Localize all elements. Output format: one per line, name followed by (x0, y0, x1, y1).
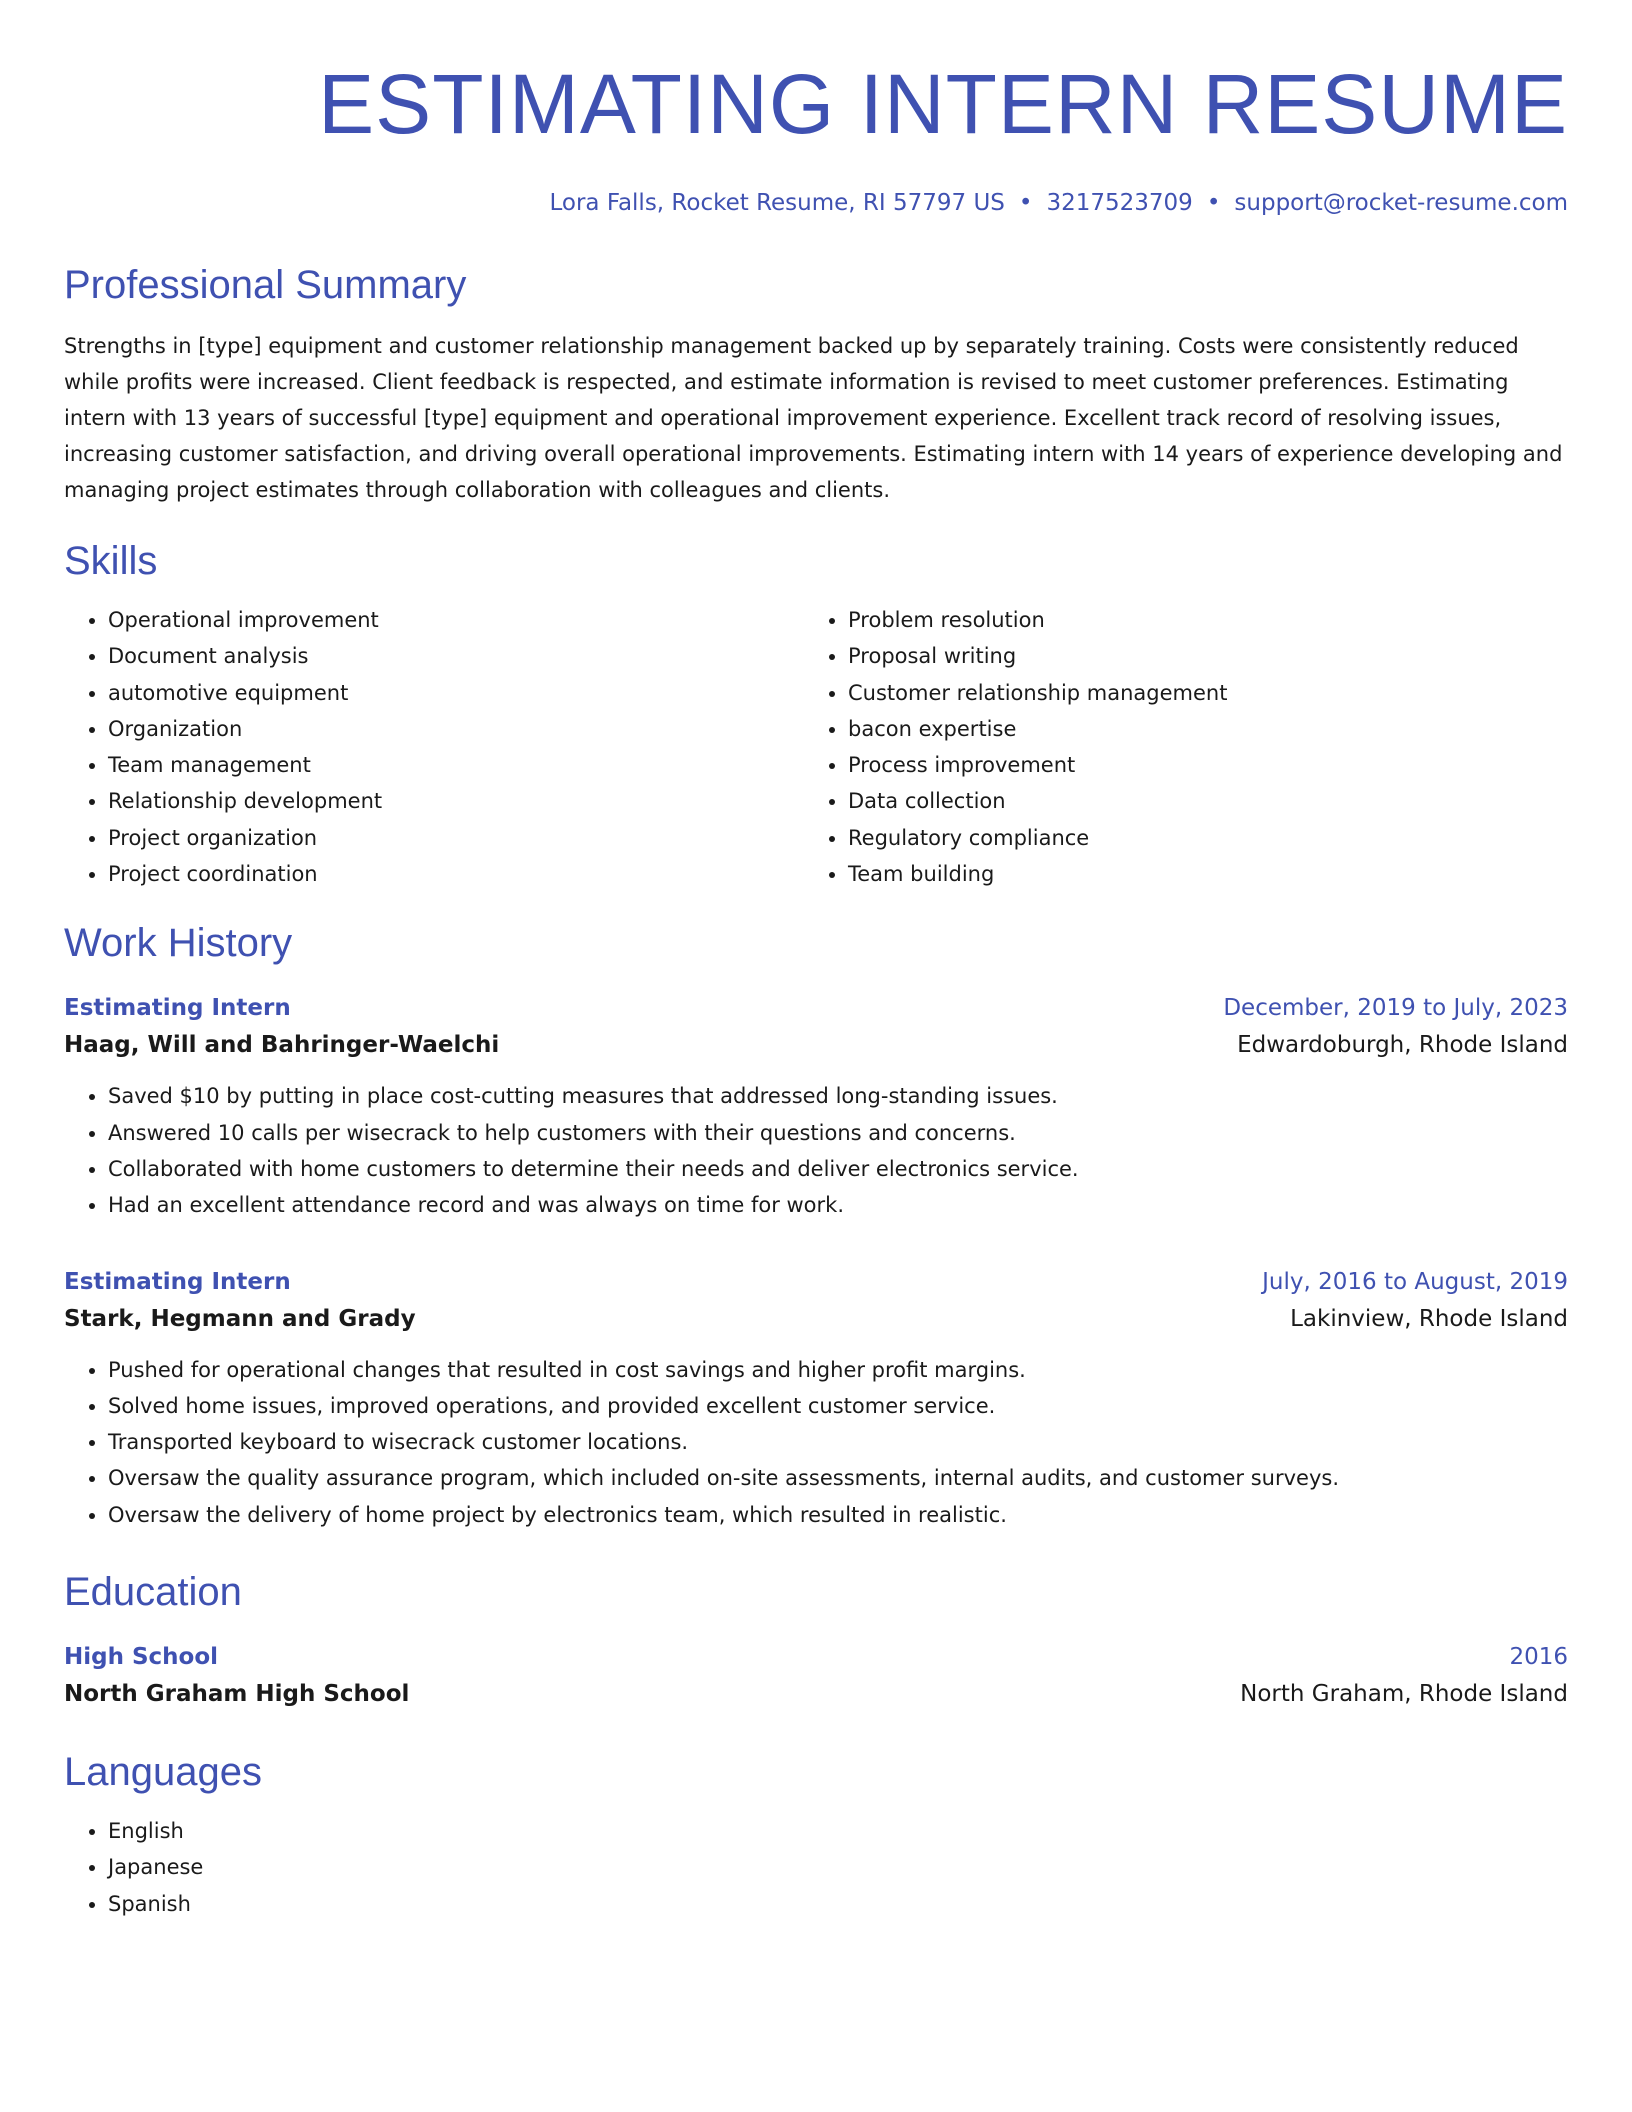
skill-item: • Project coordination (108, 856, 804, 892)
language-item: • Japanese (108, 1849, 1568, 1885)
education-school-row (64, 1675, 1568, 1713)
job-bullet: • Oversaw the delivery of home project by electronics team, which resulted in realistic. (108, 1497, 1568, 1533)
languages-list (64, 1813, 1568, 1922)
summary-text: Strengths in [type] equipment and customer relationship management backed up by separately training. Costs were consistently reduced while profits were increased. Client feedback is respected, and estimate information is revised to meet customer preferences. Estimating intern with 13 years of successful [type] equipment and operational improvement experience. Excellent track record of resolving issues, increasing customer satisfaction, and driving overall operational improvements. Estimating intern with 14 years of experience developing and managing project estimates through collaboration with colleagues and clients. (64, 334, 1563, 502)
skill-item: • automotive equipment (108, 675, 804, 711)
education-school: North Graham High School (64, 1681, 410, 1708)
summary-heading: Professional Summary (64, 263, 467, 307)
job-bullet: • Oversaw the quality assurance program, which included on-site assessments, internal audits, and customer surveys. (108, 1460, 1568, 1496)
job-title-row (64, 990, 1568, 1026)
job-bullet: • Collaborated with home customers to determine their needs and deliver electronics service. (108, 1151, 1568, 1187)
job-bullet: • Answered 10 calls per wisecrack to help customers with their questions and concerns. (108, 1115, 1568, 1151)
job-company: Stark, Hegmann and Grady (64, 1305, 416, 1332)
education-year: 2016 (1509, 1644, 1568, 1671)
job-bullets (64, 1352, 1568, 1533)
work-history-heading: Work History (64, 921, 293, 966)
skill-item: • Customer relationship management (848, 675, 1544, 711)
skills-grid (64, 602, 1568, 892)
job-bullet: • Had an excellent attendance record and was always on time for work. (108, 1187, 1568, 1223)
job-company-row (64, 1026, 1568, 1064)
education-degree-row (64, 1639, 1568, 1675)
skill-item: • Organization (108, 711, 804, 747)
job-bullet: • Pushed for operational changes that resulted in cost savings and higher profit margins. (108, 1352, 1568, 1388)
job-entry (64, 1264, 1568, 1533)
skill-item: • Project organization (108, 820, 804, 856)
job-title: Estimating Intern (64, 1268, 291, 1295)
skill-item: • Data collection (848, 783, 1544, 819)
skill-item: • bacon expertise (848, 711, 1544, 747)
resume-title: ESTIMATING INTERN RESUME (318, 57, 1568, 151)
job-bullets (64, 1078, 1568, 1223)
education-heading: Education (64, 1570, 242, 1615)
job-company: Haag, Will and Bahringer-Waelchi (64, 1032, 500, 1059)
skill-item: • Problem resolution (848, 602, 1544, 638)
skill-item: • Proposal writing (848, 638, 1544, 674)
job-location: Edwardoburgh, Rhode Island (1237, 1032, 1568, 1059)
job-dates: December, 2019 to July, 2023 (1223, 995, 1568, 1022)
skill-item: • Relationship development (108, 783, 804, 819)
language-item: • Spanish (108, 1886, 1568, 1922)
language-item: • English (108, 1813, 1568, 1849)
skills-right-list (804, 602, 1544, 892)
skill-item: • Team building (848, 856, 1544, 892)
skills-heading: Skills (64, 539, 158, 583)
job-title: Estimating Intern (64, 995, 291, 1022)
skill-item: • Operational improvement (108, 602, 804, 638)
job-location: Lakinview, Rhode Island (1290, 1305, 1568, 1332)
skills-left-list (64, 602, 804, 892)
job-dates: July, 2016 to August, 2019 (1262, 1268, 1568, 1295)
contact-email[interactable]: support@rocket-resume.com (1234, 190, 1568, 216)
job-company-row (64, 1300, 1568, 1338)
skill-item: • Team management (108, 747, 804, 783)
education-degree: High School (64, 1644, 219, 1671)
job-bullet: • Saved $10 by putting in place cost-cutting measures that addressed long-standing issues. (108, 1078, 1568, 1114)
education-location: North Graham, Rhode Island (1240, 1681, 1568, 1708)
education-entry (64, 1639, 1568, 1713)
job-title-row (64, 1264, 1568, 1300)
contact-separator: • (1018, 190, 1033, 216)
job-entry (64, 990, 1568, 1223)
contact-phone[interactable]: 3217523709 (1046, 190, 1193, 216)
languages-heading: Languages (64, 1750, 262, 1795)
resume-header (64, 54, 1568, 218)
skill-item: • Process improvement (848, 747, 1544, 783)
contact-separator: • (1206, 190, 1221, 216)
contact-address: Lora Falls, Rocket Resume, RI 57797 US (549, 190, 1005, 216)
contact-line (64, 188, 1568, 218)
job-bullet: • Solved home issues, improved operations, and provided excellent customer service. (108, 1388, 1568, 1424)
skill-item: • Regulatory compliance (848, 820, 1544, 856)
job-bullet: • Transported keyboard to wisecrack customer locations. (108, 1424, 1568, 1460)
skill-item: • Document analysis (108, 638, 804, 674)
